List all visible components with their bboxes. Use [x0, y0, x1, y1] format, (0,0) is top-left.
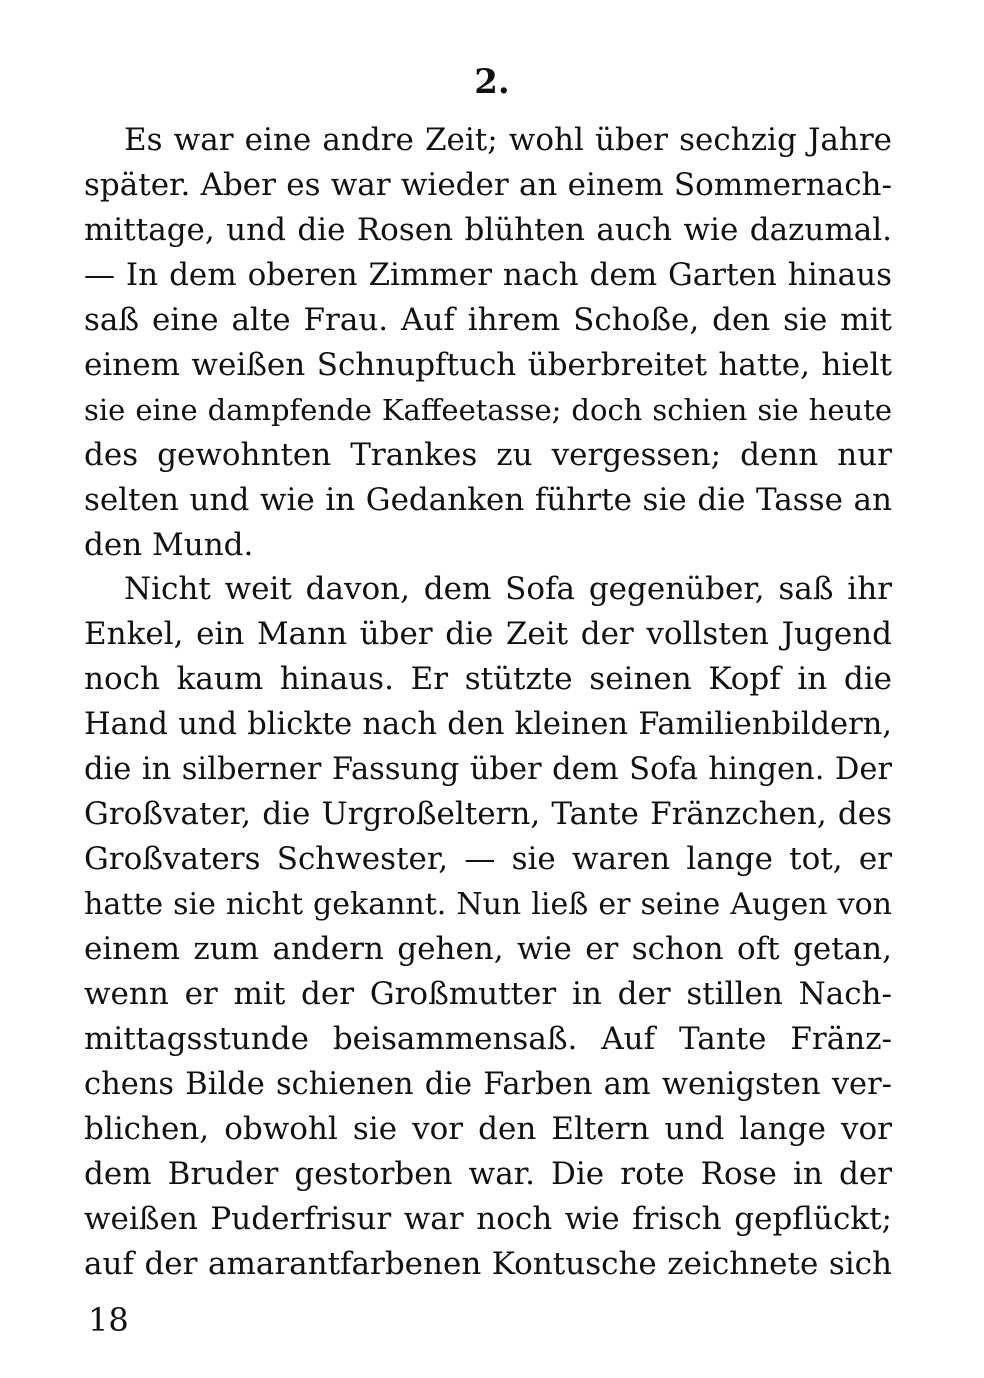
text-line: blichen, obwohl sie vor den Eltern und lange vor: [84, 1111, 892, 1147]
text-line: Nicht weit davon, dem Sofa gegenüber, saß ihr: [124, 571, 892, 607]
text-line: selten und wie in Gedanken führte sie die Tasse an: [84, 482, 892, 518]
text-line: dem Bruder gestorben war. Die rote Rose in der: [84, 1156, 892, 1192]
text-line: Enkel, ein Mann über die Zeit der vollsten Jugend: [84, 616, 892, 652]
text-line: — In dem oberen Zimmer nach dem Garten hinaus: [84, 257, 892, 293]
chapter-number: 2.: [474, 62, 510, 102]
text-line: weißen Puderfrisur war noch wie frisch gepflückt;: [84, 1201, 892, 1237]
text-line: einem zum andern gehen, wie er schon oft getan,: [84, 931, 892, 967]
text-line: auf der amarantfarbenen Kontusche zeichnete sich: [84, 1246, 892, 1282]
text-line: mittagsstunde beisammensaß. Auf Tante Fränz-: [84, 1021, 892, 1057]
text-line: die in silberner Fassung über dem Sofa hingen. Der: [84, 752, 892, 787]
text-line: saß eine alte Frau. Auf ihrem Schoße, den sie mit: [84, 302, 892, 338]
text-line: einem weißen Schnupftuch überbreitet hatte, hielt: [84, 347, 892, 383]
text-line: später. Aber es war wieder an einem Sommernach-: [84, 167, 892, 203]
text-line: Hand und blickte nach den kleinen Familienbildern,: [84, 707, 892, 742]
paragraph-2: [84, 567, 892, 1287]
text-line: Großvaters Schwester, — sie waren lange tot, er: [84, 841, 892, 877]
text-line: sie eine dampfende Kaffeetasse; doch schien sie heute: [84, 393, 892, 427]
text-line: den Mund.: [84, 527, 254, 563]
text-line: mittage, und die Rosen blühten auch wie dazumal.: [84, 212, 892, 248]
text-line: wenn er mit der Großmutter in der stillen Nach-: [84, 976, 892, 1012]
paragraph-1: [84, 118, 892, 568]
text-line: Großvater, die Urgroßeltern, Tante Fränzchen, des: [84, 796, 892, 832]
text-line: hatte sie nicht gekannt. Nun ließ er seine Augen von: [84, 887, 892, 922]
text-line: chens Bilde schienen die Farben am wenigsten ver-: [84, 1067, 892, 1102]
page-number: 18: [88, 1301, 129, 1339]
text-line: des gewohnten Trankes zu vergessen; denn nur: [84, 437, 892, 473]
text-line: Es war eine andre Zeit; wohl über sechzig Jahre: [124, 122, 892, 158]
text-line: noch kaum hinaus. Er stützte seinen Kopf in die: [84, 661, 892, 697]
